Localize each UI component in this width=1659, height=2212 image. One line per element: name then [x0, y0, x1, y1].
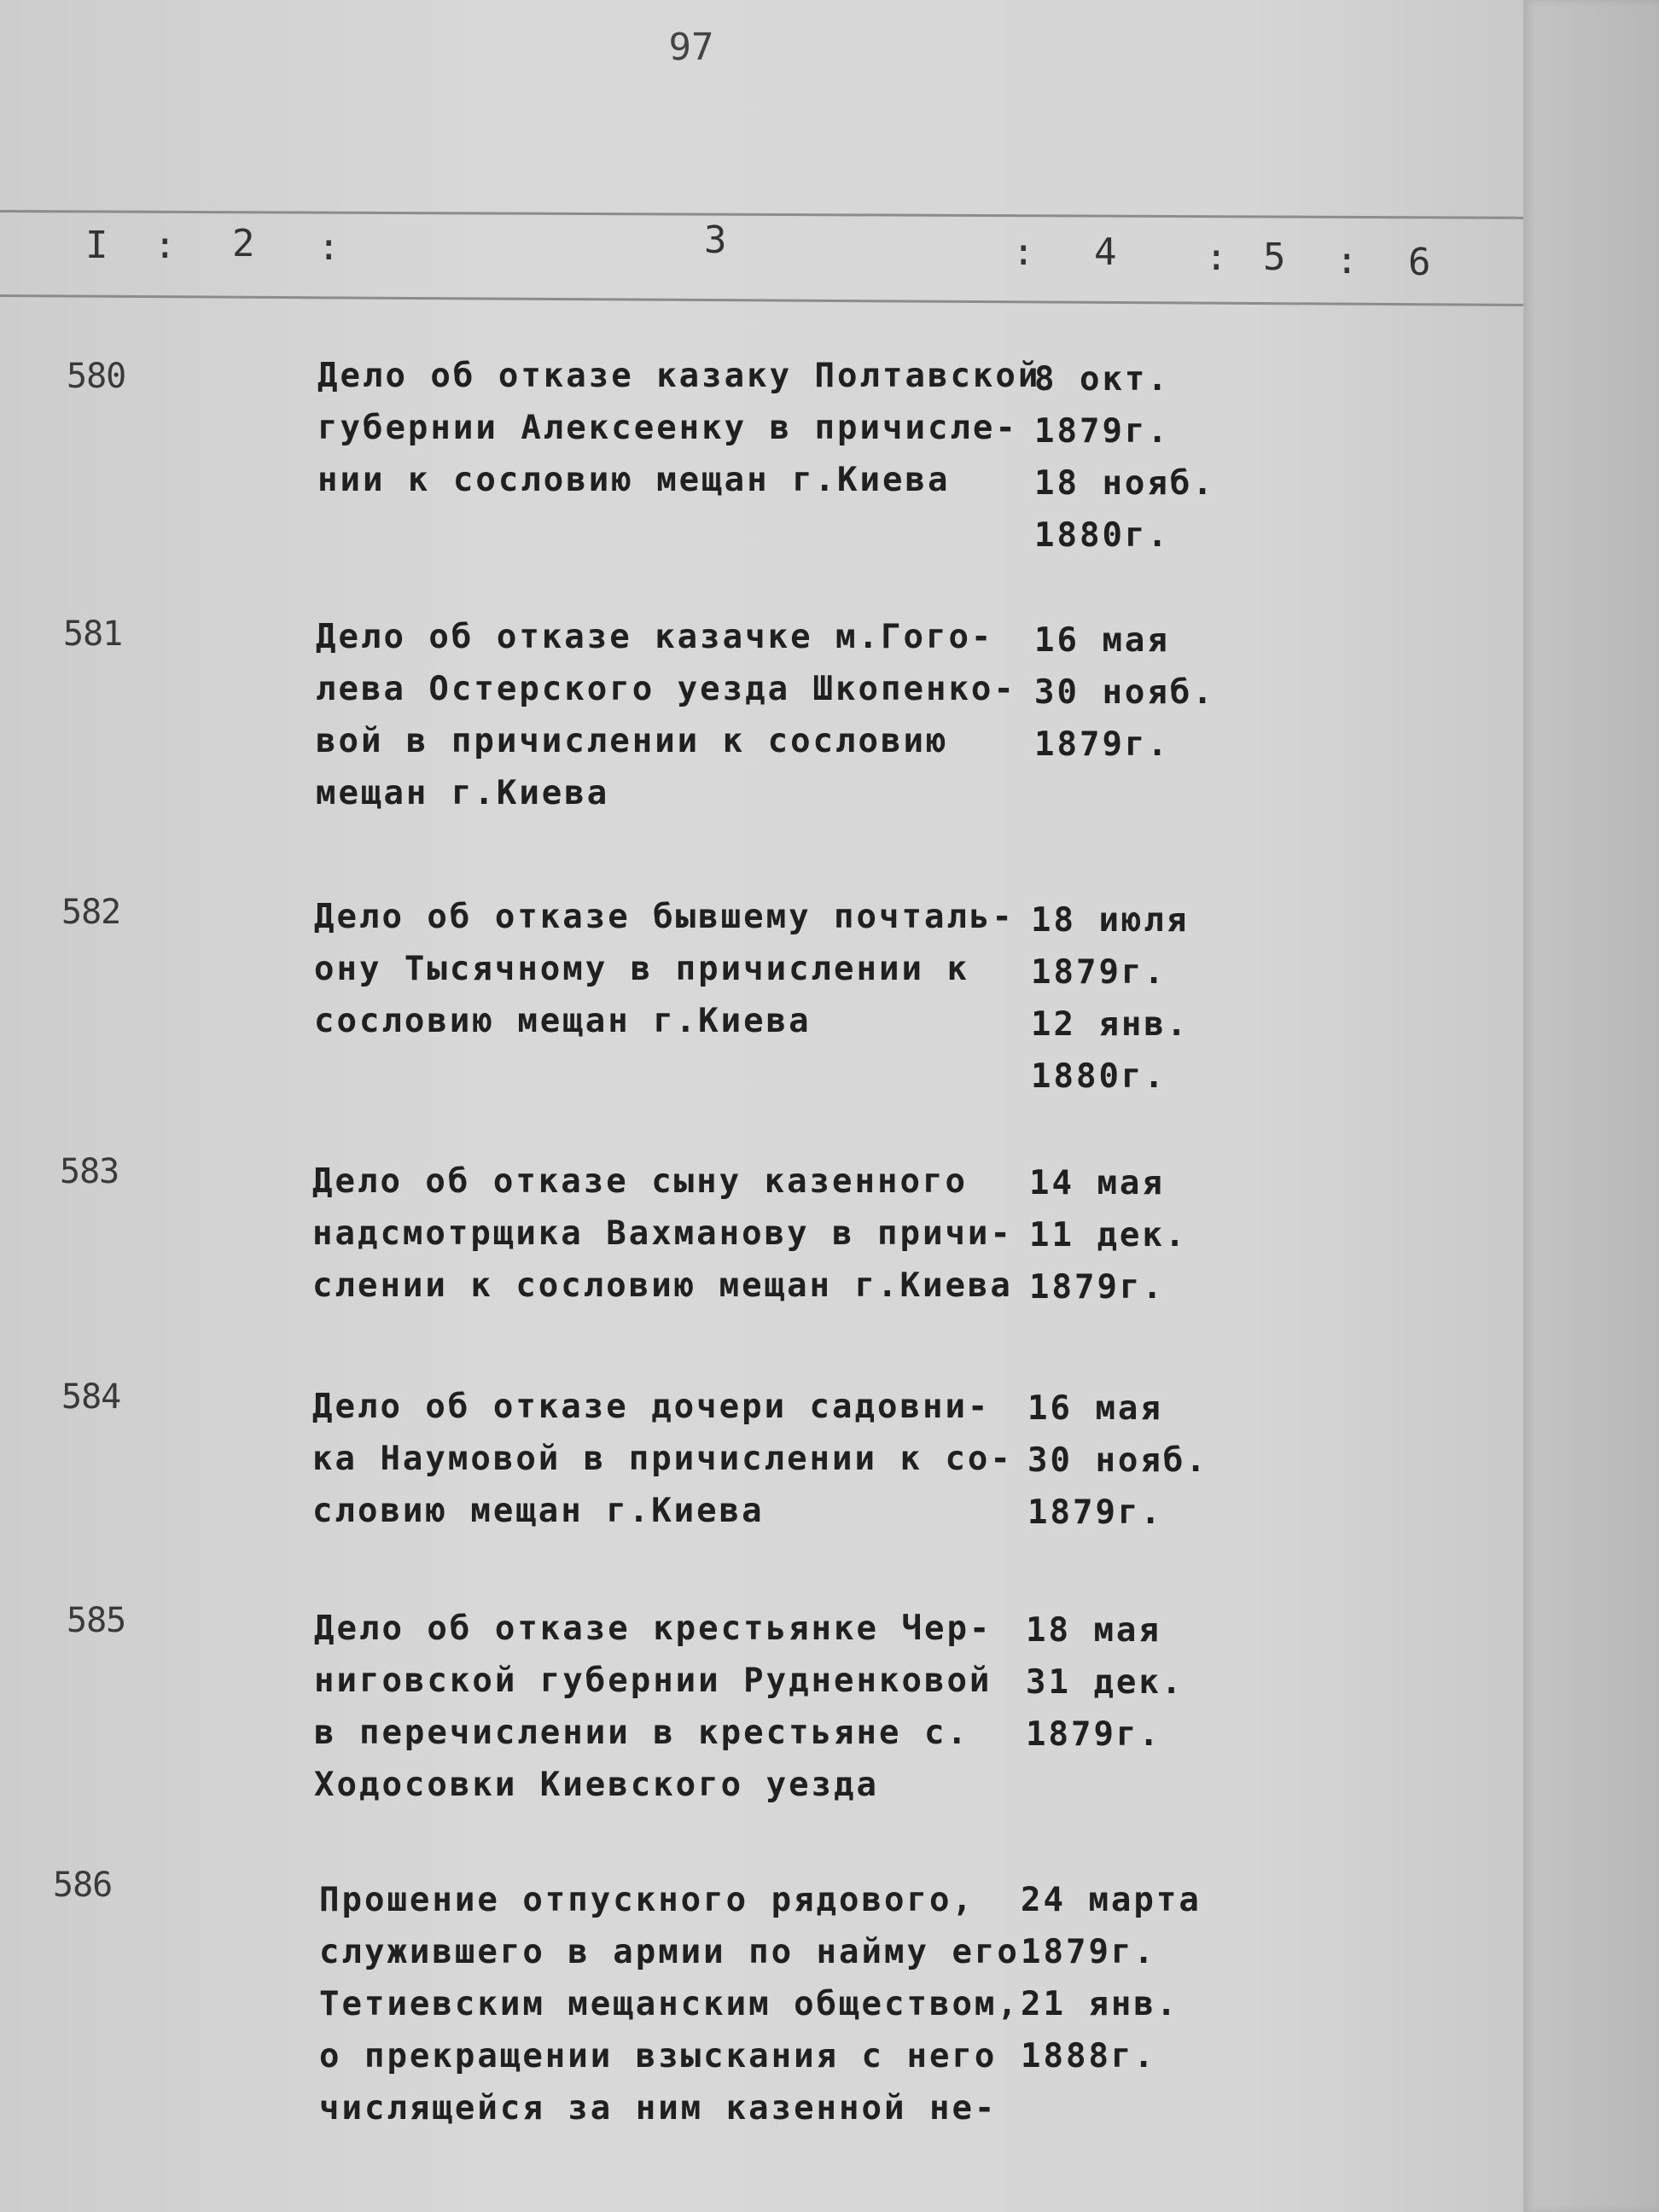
description-line: служившего в армии по найму его: [319, 1933, 1020, 1971]
date-line: 21 янв.: [1021, 1985, 1179, 2023]
date-line: 31 дек.: [1026, 1663, 1185, 1702]
entry-number: 582: [61, 893, 121, 932]
column-separator-1: :: [154, 224, 177, 267]
date-line: 1879г.: [1034, 412, 1170, 451]
description-line: Дело об отказе дочери садовни-: [312, 1388, 991, 1426]
entry-description: [317, 350, 1041, 506]
column-header-3: 3: [704, 218, 727, 262]
date-line: 16 мая: [1034, 621, 1170, 660]
date-line: 1888г.: [1021, 2037, 1156, 2075]
date-line: 1879г.: [1034, 725, 1170, 764]
date-line: 1879г.: [1021, 1933, 1156, 1971]
description-line: Дело об отказе бывшему почталь-: [314, 898, 1015, 936]
entry-dates: [1021, 1874, 1243, 2082]
column-separator-4: :: [1205, 236, 1228, 279]
entry-number: 584: [61, 1377, 121, 1417]
header-rule-bottom: [0, 294, 1523, 306]
entry-dates: [1026, 1604, 1248, 1761]
date-line: 1880г.: [1034, 516, 1170, 555]
date-line: 11 дек.: [1029, 1216, 1188, 1254]
header-rule-top: [0, 210, 1523, 219]
entry-number: 580: [67, 357, 126, 396]
description-line: ниговской губернии Рудненковой: [314, 1662, 992, 1700]
date-line: 30 нояб.: [1034, 673, 1215, 712]
entry-dates: [1031, 894, 1253, 1103]
entry-dates: [1034, 353, 1256, 562]
entry-description: [314, 1603, 997, 1811]
entry-description: [314, 891, 1015, 1047]
description-line: Дело об отказе казачке м.Гого-: [316, 618, 994, 656]
description-line: о прекращении взыскания с него: [319, 2037, 998, 2075]
description-line: сословию мещан г.Киева: [314, 1002, 812, 1040]
description-line: Ходосовки Киевского уезда: [314, 1766, 879, 1804]
date-line: 1879г.: [1029, 1268, 1165, 1307]
page-number: 97: [668, 26, 714, 69]
description-line: ону Тысячному в причислении к: [314, 950, 969, 988]
column-header-4: 4: [1094, 230, 1117, 274]
description-line: Прошение отпускного рядового,: [319, 1881, 975, 1919]
description-line: Тетиевским мещанским обществом,: [319, 1985, 1020, 2023]
description-line: Дело об отказе казаку Полтавской: [317, 357, 1041, 395]
date-line: 14 мая: [1029, 1164, 1165, 1202]
date-line: 1880г.: [1031, 1057, 1167, 1096]
entry-description: [319, 1874, 1020, 2134]
description-line: Дело об отказе крестьянке Чер-: [314, 1610, 992, 1648]
column-separator-2: :: [317, 225, 341, 269]
column-separator-5: :: [1336, 239, 1359, 282]
description-line: лева Остерского уезда Шкопенко-: [316, 670, 1016, 708]
description-line: в перечислении в крестьяне с.: [314, 1714, 969, 1752]
date-line: 12 янв.: [1031, 1005, 1190, 1044]
description-line: вой в причислении к сословию: [316, 722, 949, 760]
entry-dates: [1034, 614, 1256, 771]
description-line: нии к сословию мещан г.Киева: [317, 461, 951, 499]
entry-number: 585: [67, 1601, 126, 1640]
column-header-5: 5: [1263, 236, 1286, 279]
description-line: ка Наумовой в причислении к со-: [312, 1440, 1013, 1478]
date-line: 24 марта: [1021, 1881, 1202, 1919]
date-line: 8 окт.: [1034, 360, 1170, 399]
entry-description: [316, 611, 1016, 819]
date-line: 1879г.: [1026, 1715, 1161, 1754]
description-line: числящейся за ним казенной не-: [319, 2089, 998, 2128]
description-line: губернии Алексеенку в причисле-: [317, 409, 1018, 447]
entry-dates: [1029, 1157, 1251, 1313]
date-line: 18 нояб.: [1034, 464, 1215, 503]
column-header-6: 6: [1408, 241, 1431, 284]
entry-number: 586: [53, 1866, 113, 1905]
entry-description: [312, 1155, 1013, 1312]
description-line: надсмотрщика Вахманову в причи-: [312, 1214, 1013, 1253]
entry-number: 581: [63, 614, 123, 654]
column-header-2: 2: [232, 222, 255, 265]
date-line: 30 нояб.: [1027, 1441, 1208, 1480]
entry-number: 583: [60, 1152, 119, 1191]
entry-description: [312, 1381, 1013, 1537]
description-line: слении к сословию мещан г.Киева: [312, 1266, 1013, 1305]
date-line: 16 мая: [1027, 1389, 1163, 1428]
column-separator-3: :: [1012, 230, 1035, 274]
description-line: мещан г.Киева: [316, 774, 610, 812]
description-line: Дело об отказе сыну казенного: [312, 1162, 968, 1201]
description-line: словию мещан г.Киева: [312, 1492, 765, 1530]
entry-dates: [1027, 1382, 1249, 1539]
page-edge-shadow: [1523, 0, 1659, 2212]
date-line: 1879г.: [1031, 953, 1167, 992]
date-line: 18 июля: [1031, 901, 1190, 940]
date-line: 1879г.: [1027, 1493, 1163, 1532]
column-header-1: I: [85, 224, 108, 267]
date-line: 18 мая: [1026, 1611, 1161, 1650]
